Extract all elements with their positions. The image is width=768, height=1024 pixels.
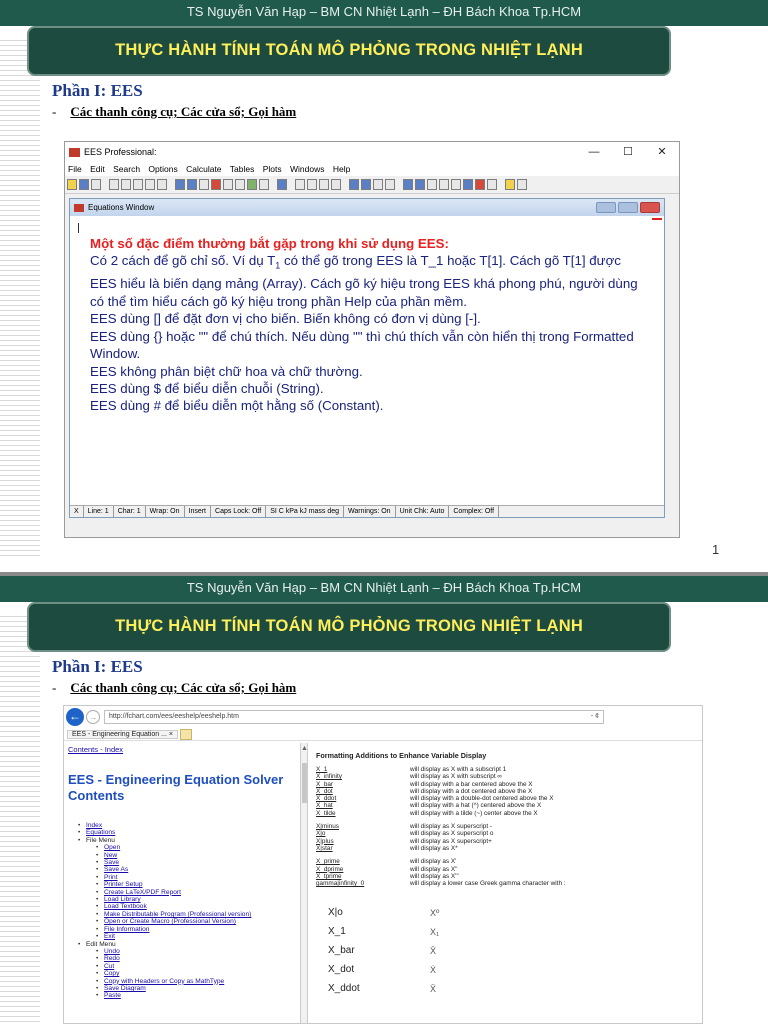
ees-title-bar: [65, 142, 679, 162]
bullet-text: Các thanh công cụ; Các cửa sổ; Gọi hàm: [70, 680, 297, 695]
format-desc: will display as X": [410, 865, 458, 873]
table1-icon[interactable]: [349, 179, 359, 190]
symbol-key: X_bar: [328, 945, 355, 957]
crumb-contents-link[interactable]: Contents: [68, 745, 99, 754]
slide-2: [0, 576, 768, 1024]
browser-tab[interactable]: EES - Engineering Equation ... ×: [67, 730, 178, 739]
solve-icon[interactable]: [223, 179, 233, 190]
slide-header-author: TS Nguyễn Văn Hạp – BM CN Nhiệt Lạnh – ĐH Bách Khoa Tp.HCM: [0, 576, 768, 602]
bullet-dash: -: [52, 104, 57, 119]
equations-window[interactable]: [69, 198, 665, 518]
menu-edit[interactable]: Edit: [90, 164, 105, 174]
scroll-up-icon[interactable]: ▲: [301, 745, 308, 752]
format-desc: will display as X''': [410, 872, 459, 880]
pane-scrollbar[interactable]: [300, 743, 308, 1024]
find-icon[interactable]: [145, 179, 155, 190]
slide-header-author: TS Nguyễn Văn Hạp – BM CN Nhiệt Lạnh – ĐH Bách Khoa Tp.HCM: [0, 0, 768, 26]
menu-file[interactable]: File: [68, 164, 82, 174]
text-cursor: [78, 223, 79, 233]
nav-edit-menu: • Edit Menu: [78, 940, 116, 948]
nav-item-label: Load Textbook: [104, 903, 147, 911]
status-wrap[interactable]: Wrap: On: [146, 506, 185, 517]
open-icon[interactable]: [67, 179, 77, 190]
nav-item[interactable]: • Exit: [96, 933, 115, 941]
window-icon[interactable]: [415, 179, 425, 190]
help-content-pane: [316, 743, 703, 1024]
format-row: [316, 873, 703, 880]
nav-edit-menu-label: Edit Menu: [86, 940, 116, 948]
format-desc: will display as X superscript o: [410, 830, 494, 838]
ees-menu-bar: [65, 162, 679, 176]
solution-window-icon[interactable]: [199, 179, 209, 190]
tile-icon[interactable]: [427, 179, 437, 190]
equations-window-title: Equations Window: [88, 203, 155, 212]
nav-item[interactable]: • Load Library: [96, 896, 141, 904]
status-line: Line: 1: [84, 506, 114, 517]
symbol-rendered: Ẍ: [430, 983, 437, 994]
new-tab-button[interactable]: [180, 729, 192, 740]
menu-help[interactable]: Help: [332, 164, 351, 174]
format-row: [316, 802, 703, 809]
plot-icon[interactable]: [247, 179, 257, 190]
eq-minimize-button[interactable]: [596, 202, 616, 213]
format-row: [316, 823, 703, 830]
close-button[interactable]: ✕: [657, 146, 667, 158]
decorative-stripes: [0, 616, 40, 1024]
format-key: X_tprime: [316, 872, 342, 880]
equations-line-3: EES dùng {} hoặc "" để chú thích. Nếu dùng "" thì chú thích vẫn còn hiển thị trong Formatted Window.: [90, 328, 634, 362]
plot4-icon[interactable]: [331, 179, 341, 190]
format-desc: will display as X*: [410, 844, 458, 852]
status-unitchk[interactable]: Unit Chk: Auto: [396, 506, 450, 517]
equations-line-6: EES dùng # để biểu diễn một hằng số (Constant).: [90, 398, 384, 414]
bullet-item: [52, 104, 296, 120]
equations-line-1: [90, 252, 650, 310]
slide-title: THỰC HÀNH TÍNH TOÁN MÔ PHỎNG TRONG NHIỆT LẠNH: [27, 26, 671, 76]
nav-item[interactable]: • Load Textbook: [96, 903, 147, 911]
formatted-window-icon[interactable]: [187, 179, 197, 190]
maximize-button[interactable]: ☐: [623, 146, 633, 158]
table-icon[interactable]: [259, 179, 269, 190]
symbol-key: X_ddot: [328, 983, 360, 995]
nav-item-label: New: [104, 851, 118, 859]
url-text: http://fchart.com/ees/eeshelp/eeshelp.htm: [109, 713, 239, 720]
format-desc: will display with a tilde (~) center above the X: [410, 809, 538, 817]
back-button[interactable]: ←: [66, 708, 84, 726]
scroll-thumb[interactable]: [302, 763, 307, 803]
symbol-row: [316, 960, 703, 979]
page-number: 1: [712, 542, 720, 557]
nav-item[interactable]: • Create LaTeX/PDF Report: [96, 888, 181, 896]
symbol-key: X|o: [328, 907, 343, 919]
format-key: X|minus: [316, 823, 339, 831]
status-bar: [70, 505, 664, 517]
help-nav-tree: [68, 822, 304, 1000]
save-icon[interactable]: [79, 179, 89, 190]
ees-app-icon: [69, 148, 80, 157]
menu-plots[interactable]: Plots: [262, 164, 282, 174]
check-icon[interactable]: [211, 179, 221, 190]
symbol-rendered: X₁: [430, 926, 440, 937]
format-row: [316, 838, 703, 845]
nav-item[interactable]: • Print: [96, 873, 118, 881]
nav-item[interactable]: • Make Distributable Program (Professional version): [96, 910, 252, 918]
symbol-key: X_dot: [328, 964, 355, 976]
status-x: X: [70, 506, 84, 517]
format-desc: will display with a double-dot centered above the X: [410, 795, 554, 803]
nav-item[interactable]: • Copy: [96, 970, 120, 978]
format-row: [316, 781, 703, 788]
status-warnings[interactable]: Warnings: On: [344, 506, 396, 517]
format-key: X_prime: [316, 858, 340, 866]
nav-equations-label: Equations: [86, 829, 116, 837]
format-key: X_dot: [316, 787, 333, 795]
nav-item-label: Make Distributable Program (Professional version): [104, 910, 252, 918]
red-marker: [652, 218, 662, 220]
symbol-row: [316, 922, 703, 941]
section-heading: Phần I: EES: [52, 657, 143, 676]
nav-item-label: Create LaTeX/PDF Report: [104, 888, 181, 896]
bullet-dash: -: [52, 680, 57, 695]
format-row: [316, 866, 703, 873]
nav-item-label: Copy: [104, 970, 120, 978]
nav-item[interactable]: • Cut: [96, 962, 115, 970]
address-bar-row: [64, 706, 702, 728]
cut-icon[interactable]: [109, 179, 119, 190]
format-key: X_hat: [316, 802, 333, 810]
table4-icon[interactable]: [385, 179, 395, 190]
nav-item[interactable]: • New: [96, 851, 118, 859]
format-desc: will display a lower case Greek gamma character with :: [410, 880, 566, 888]
nav-item-label: Paste: [104, 992, 121, 1000]
symbol-examples: [316, 903, 703, 998]
ees-doc-icon: [74, 204, 84, 212]
status-char: Char: 1: [114, 506, 146, 517]
diagram-icon[interactable]: [463, 179, 473, 190]
symbol-row: [316, 979, 703, 998]
replace-icon[interactable]: [157, 179, 167, 190]
format-key: X_tilde: [316, 809, 336, 817]
formatting-heading: Formatting Additions to Enhance Variable Display: [316, 751, 487, 760]
format-row: [316, 880, 703, 887]
symbol-rendered: Xº: [430, 907, 440, 918]
equations-window-icon[interactable]: [175, 179, 185, 190]
nav-item[interactable]: • Paste: [96, 992, 121, 1000]
nav-item[interactable]: • Printer Setup: [96, 881, 143, 889]
crumb-separator: -: [98, 745, 105, 754]
minimize-button[interactable]: —: [588, 146, 600, 158]
table3-icon[interactable]: [373, 179, 383, 190]
paste-icon[interactable]: [133, 179, 143, 190]
symbol-rendered: Ẋ: [430, 964, 437, 975]
nav-item-label: File Information: [104, 925, 150, 933]
format-key: X_ddot: [316, 795, 337, 803]
format-desc: will display with a hat (^) centered above the X: [410, 802, 542, 810]
format-row: [316, 788, 703, 795]
ees-app-title: EES Professional:: [84, 147, 157, 157]
line1-part-a: Có 2 cách để gõ chỉ số. Ví dụ T: [90, 253, 276, 269]
nav-item-label: Undo: [104, 947, 120, 955]
section-heading: Phần I: EES: [52, 81, 143, 100]
nav-item-label: Printer Setup: [104, 881, 143, 889]
format-row: [316, 766, 703, 773]
format-row: [316, 810, 703, 817]
symbol-key: X_1: [328, 926, 346, 938]
format-row: [316, 830, 703, 837]
nav-item-label: Save Diagram: [104, 984, 146, 992]
format-key: X_infinity: [316, 773, 342, 781]
line1-part-b: có thể gõ trong EES là T_1 hoặc T[1]. Cách gõ T[1] được EES hiểu là biến dạng mảng (Array). Cách gõ ký hiệu trong EES khá phong phú, người dùng có thể tìm hiểu cách gõ ký hiệu trong phần Help của phần mềm.: [90, 253, 638, 309]
decorative-stripes: [0, 40, 40, 560]
nav-item-label: Save: [104, 859, 120, 867]
bullet-item: [52, 680, 296, 696]
format-key: X|plus: [316, 837, 334, 845]
ees-app-window: [64, 141, 680, 538]
format-desc: will display as X with subscript ∞: [410, 773, 502, 781]
table2-icon[interactable]: [361, 179, 371, 190]
help-title: EES - Engineering Equation Solver Contents: [68, 772, 284, 803]
bullet-text: Các thanh công cụ; Các cửa sổ; Gọi hàm: [70, 104, 297, 119]
calc-icon[interactable]: [487, 179, 497, 190]
report-icon[interactable]: [451, 179, 461, 190]
nav-item-label: Load Library: [104, 896, 141, 904]
nav-item[interactable]: • Save: [96, 859, 120, 867]
arrays-icon[interactable]: [277, 179, 287, 190]
format-group-2: [316, 823, 703, 852]
menu-options[interactable]: Options: [148, 164, 178, 174]
nav-item-label: Copy with Headers or Copy as MathType: [104, 977, 225, 985]
menu-windows[interactable]: Windows: [289, 164, 325, 174]
nav-item-label: Exit: [104, 933, 115, 941]
nav-item[interactable]: • Copy with Headers or Copy as MathType: [96, 977, 225, 985]
nav-file-menu: • File Menu: [78, 836, 115, 844]
format-row: [316, 773, 703, 780]
equations-window-title-bar: [70, 199, 664, 216]
status-complex[interactable]: Complex: Off: [449, 506, 499, 517]
format-row: [316, 795, 703, 802]
nav-index[interactable]: • Index: [78, 822, 103, 829]
nav-item[interactable]: • Open or Create Macro (Professional Version): [96, 918, 236, 926]
ees-toolbar: [65, 176, 679, 194]
plot2-icon[interactable]: [307, 179, 317, 190]
format-key: X_1: [316, 766, 328, 773]
equations-line-4: EES không phân biệt chữ hoa và chữ thường.: [90, 363, 363, 379]
menu-search[interactable]: Search: [113, 164, 141, 174]
symbol-rendered: X̄: [430, 945, 437, 956]
grid-icon[interactable]: [403, 179, 413, 190]
nav-item[interactable]: • Save As: [96, 866, 129, 874]
format-desc: will display with a bar centered above the X: [410, 780, 533, 788]
units-icon[interactable]: [475, 179, 485, 190]
nav-equations[interactable]: • Equations: [78, 829, 116, 837]
format-key: X|o: [316, 830, 326, 838]
nav-index-label: Index: [86, 822, 103, 829]
exit-icon[interactable]: [517, 179, 527, 190]
nav-item[interactable]: • Redo: [96, 955, 120, 963]
nav-file-menu-label: File Menu: [86, 836, 115, 844]
status-insert[interactable]: Insert: [185, 506, 212, 517]
equations-heading: Một số đặc điểm thường bắt gặp trong khi sử dụng EES:: [90, 236, 449, 251]
crumb-index-link[interactable]: Index: [104, 745, 124, 754]
forward-button[interactable]: →: [86, 710, 100, 724]
breadcrumb: [68, 745, 304, 754]
format-row: [316, 845, 703, 852]
status-caps: Caps Lock: Off: [211, 506, 266, 517]
format-desc: will display with a dot centered above the X: [410, 787, 533, 795]
format-key: X|star: [316, 844, 333, 852]
copy-icon[interactable]: [121, 179, 131, 190]
nav-item-label: Open: [104, 844, 121, 852]
menu-calculate[interactable]: Calculate: [186, 164, 222, 174]
nav-item-label: Save As: [104, 866, 129, 874]
symbol-row: [316, 941, 703, 960]
format-desc: will display as X superscript+: [410, 837, 492, 845]
nav-item-label: Redo: [104, 955, 120, 963]
min-max-icon[interactable]: [235, 179, 245, 190]
equations-line-2: EES dùng [] để đặt đơn vị cho biến. Biến không có đơn vị dùng [-].: [90, 311, 481, 327]
slide-title: THỰC HÀNH TÍNH TOÁN MÔ PHỎNG TRONG NHIỆT LẠNH: [27, 602, 671, 652]
browser-window: [63, 705, 703, 1024]
format-desc: will display as X with a subscript 1: [410, 766, 507, 773]
format-desc: will display as X': [410, 858, 457, 866]
cascade-icon[interactable]: [439, 179, 449, 190]
nav-item[interactable]: • Open: [96, 844, 121, 852]
menu-tables[interactable]: Tables: [229, 164, 255, 174]
nav-item-label: Print: [104, 873, 118, 881]
nav-item-label: Cut: [104, 962, 115, 970]
format-group-3: [316, 858, 703, 887]
format-key: X_dprime: [316, 865, 344, 873]
format-group-1: [316, 766, 703, 817]
format-row: [316, 858, 703, 865]
plot3-icon[interactable]: [319, 179, 329, 190]
status-units[interactable]: SI C kPa kJ mass deg: [266, 506, 344, 517]
help-icon[interactable]: [505, 179, 515, 190]
eq-close-button[interactable]: [640, 202, 660, 213]
nav-item[interactable]: • Undo: [96, 947, 120, 955]
url-input[interactable]: [104, 710, 604, 724]
nav-item[interactable]: • File Information: [96, 925, 150, 933]
tab-row: [64, 728, 702, 741]
format-key: X_bar: [316, 780, 334, 788]
format-key: gamma|infinity_0: [316, 880, 365, 888]
nav-item[interactable]: • Save Diagram: [96, 984, 146, 992]
equations-text-area[interactable]: [90, 235, 650, 415]
equations-line-5: EES dùng $ để biểu diễn chuỗi (String).: [90, 380, 324, 396]
symbol-row: [316, 903, 703, 922]
nav-item-label: Open or Create Macro (Professional Version): [104, 918, 236, 926]
eq-restore-button[interactable]: [618, 202, 638, 213]
format-desc: will display as X superscript -: [410, 823, 493, 831]
print-icon[interactable]: [91, 179, 101, 190]
plot1-icon[interactable]: [295, 179, 305, 190]
line1-subscript: 1: [275, 261, 281, 272]
refresh-icon[interactable]: - ¢: [590, 713, 599, 720]
help-contents-pane: [64, 743, 304, 1024]
